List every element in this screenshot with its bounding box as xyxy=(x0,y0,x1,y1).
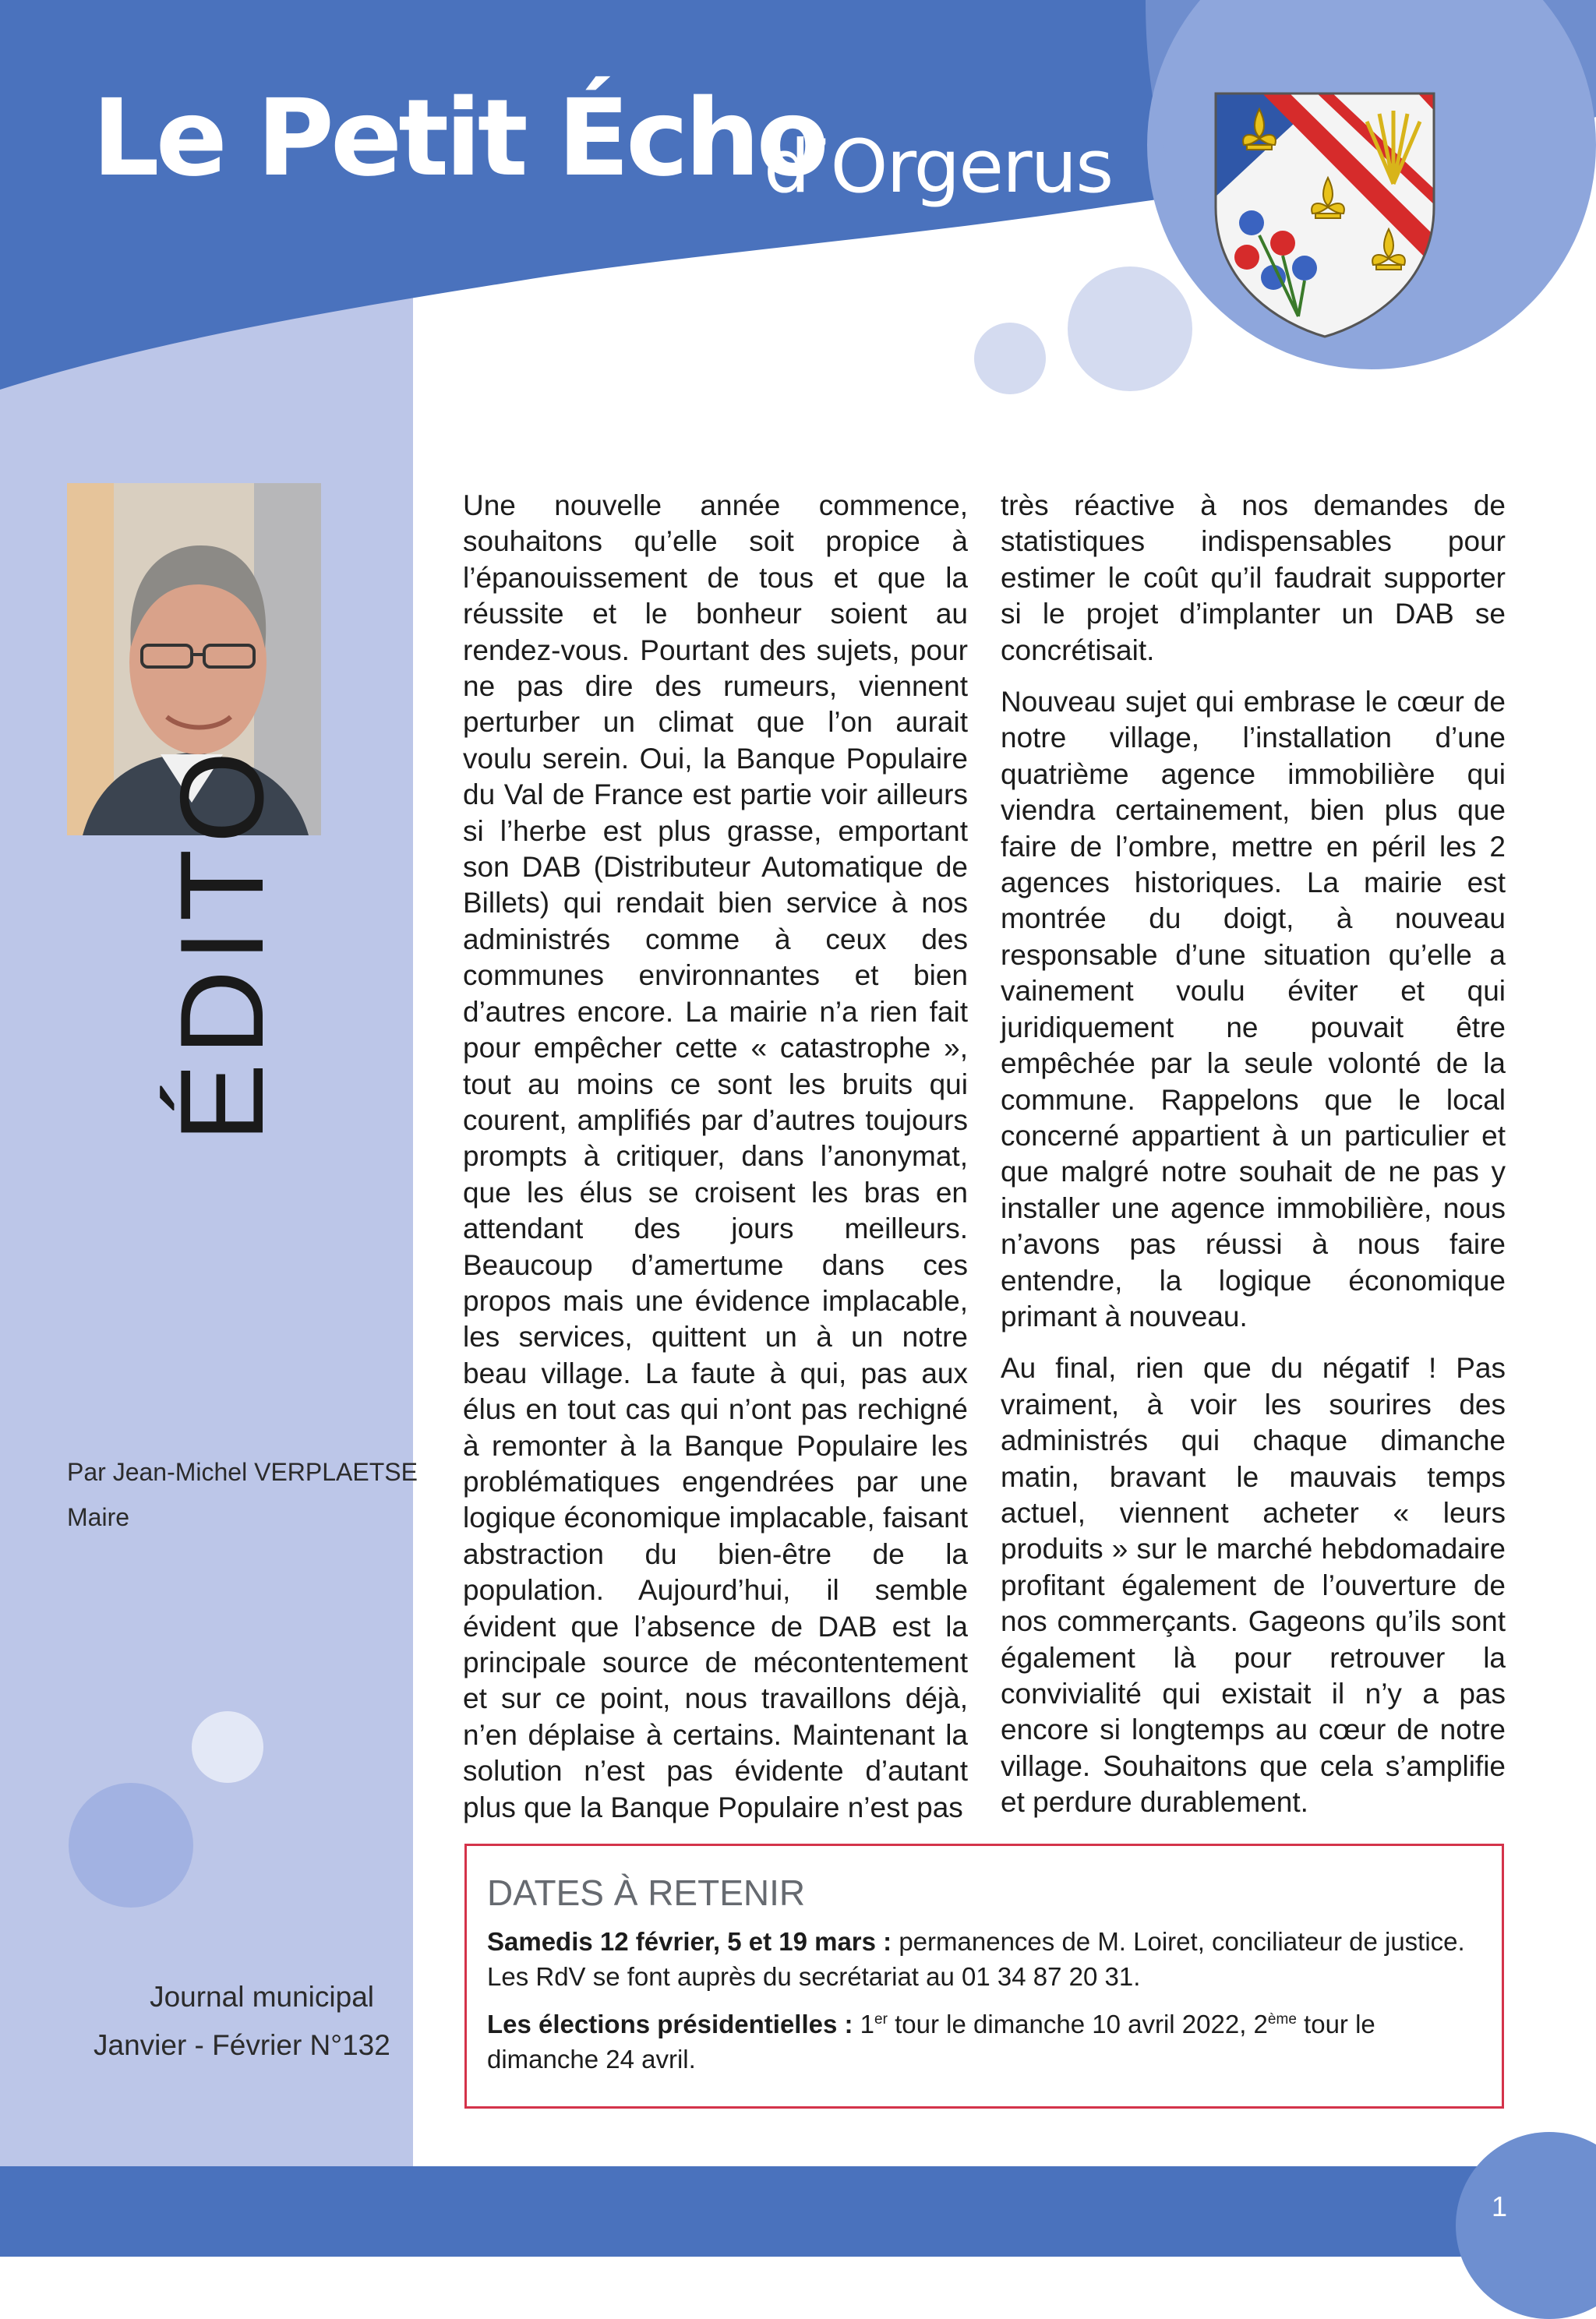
article-paragraph: Nouveau sujet qui embrase le cœur de notre village, l’installation d’une quatrième agence immobilière qui viendra certainement, bien plus que faire de l’ombre, mettre en péril les 2 agences historiques. La mairie est montrée du doigt, à nouveau responsable d’une situation qu’elle a vainement voulu éviter et qui juridiquement ne pouvait être empêchée par la seule volonté de la commune. Rappelons que le local concerné appartient à un particulier et que malgré notre souhait de ne pas y installer une agence immobilière, nous n’avons pas réussi à nous faire entendre, la logique économique primant à nouveau. xyxy=(1001,686,1506,1332)
edito-section-label: ÉDITO xyxy=(156,743,288,1142)
dates-to-remember-box xyxy=(464,1844,1504,2109)
newsletter-subtitle: d’Orgerus xyxy=(764,125,1113,210)
decorative-circle-small xyxy=(974,323,1046,394)
page-number: 1 xyxy=(1491,2190,1508,2222)
journal-info xyxy=(94,1973,390,2070)
coat-of-arms-icon xyxy=(1213,90,1437,338)
dates-box-title: DATES À RETENIR xyxy=(487,1872,806,1913)
date-item-label: Samedis 12 février, 5 et 19 mars : xyxy=(487,1927,892,1956)
sidebar-circles xyxy=(0,1699,312,1932)
date-item-text: tour le dimanche 10 avril 2022, 2 xyxy=(887,2010,1268,2038)
journal-issue: Janvier - Février N°132 xyxy=(94,2029,390,2061)
author-block xyxy=(67,1449,418,1540)
date-item-text: tour le dimanche 24 avril. xyxy=(487,2010,1375,2074)
article-column-right xyxy=(1001,488,1506,1837)
article-paragraph: Au final, rien que du négatif ! Pas vraiment, à voir les sourires des administrés qui chaque dimanche matin, bravant le mauvais temps actuel, viennent acheter « leurs produits » sur le marché hebdomadaire profitant également de l’ouverture de nos commerçants. Gageons qu’ils sont également là pour retrouver la convivialité qui existait il n’y a pas encore si longtemps au cœur de notre village. Souhaitons que cela s’amplifie et perdure durablement. xyxy=(1001,1352,1506,1819)
sidebar-circle-small xyxy=(192,1711,263,1783)
article-paragraph: Une nouvelle année commence, souhaitons qu’elle soit propice à l’épanouissement de tous et que la réussite et le bonheur soient au rendez-vous. Pourtant des sujets, pour ne pas dire des rumeurs, viennent perturber un climat que l’on aurait voulu serein. Oui, la Banque Populaire du Val de France est partie voir ailleurs si l’herbe est plus grasse, emportant son DAB (Distributeur Automatique de Billets) qui rendait bien service à nos administrés comme à ceux des communes environnantes et bien d’autres encore. La mairie n’a rien fait pour empêcher cette « catastrophe », tout au moins ce sont les bruits qui courent, amplifiés par d’autres toujours prompts à critiquer, dans l’anonymat, que les élus se croisent les bras en attendant des jours meilleurs. Beaucoup d’amertume dans ces propos mais une évidence implacable, les services, quittent un à un notre beau village. La faute à qui, pas aux élus en tout cas qui n’ont pas rechigné à remonter à la Banque Populaire les problématiques engendrées par une logique économique implacable, faisant abstraction du bien-être de la population. Aujourd’hui, il semble évident que l’absence de DAB est la principale source de mécontentement et sur ce point, nous travaillons déjà, n’en déplaise à certains. Maintenant la solution n’est pas évidente d’autant plus que la Banque Populaire n’est pas xyxy=(463,489,968,1823)
date-item xyxy=(487,2002,1481,2077)
article-column-left xyxy=(463,488,968,1841)
date-item-label: Les élections présidentielles : xyxy=(487,2010,853,2038)
article-paragraph: très réactive à nos demandes de statistiques indispensables pour estimer le coût qu’il faudrait supporter si le projet d’implanter un DAB se concrétisait. xyxy=(1001,489,1506,666)
author-role: Maire xyxy=(67,1503,130,1531)
date-item-text: 1 xyxy=(853,2010,875,2038)
newsletter-title: Le Petit Écho xyxy=(92,77,825,200)
sidebar-circle-large xyxy=(69,1783,193,1908)
author-name: Par Jean-Michel VERPLAETSE xyxy=(67,1458,418,1486)
decorative-circle-medium xyxy=(1068,266,1192,391)
footer-bar xyxy=(0,2166,1596,2257)
ordinal-suffix: er xyxy=(874,2011,888,2028)
date-item-text: permanences de M. Loiret, conciliateur de justice. Les RdV se font auprès du secrétariat au 01 34 87 20 31. xyxy=(487,1927,1465,1991)
journal-type: Journal municipal xyxy=(150,1981,374,2013)
ordinal-suffix: ème xyxy=(1267,2011,1297,2028)
date-item xyxy=(487,1924,1481,1994)
